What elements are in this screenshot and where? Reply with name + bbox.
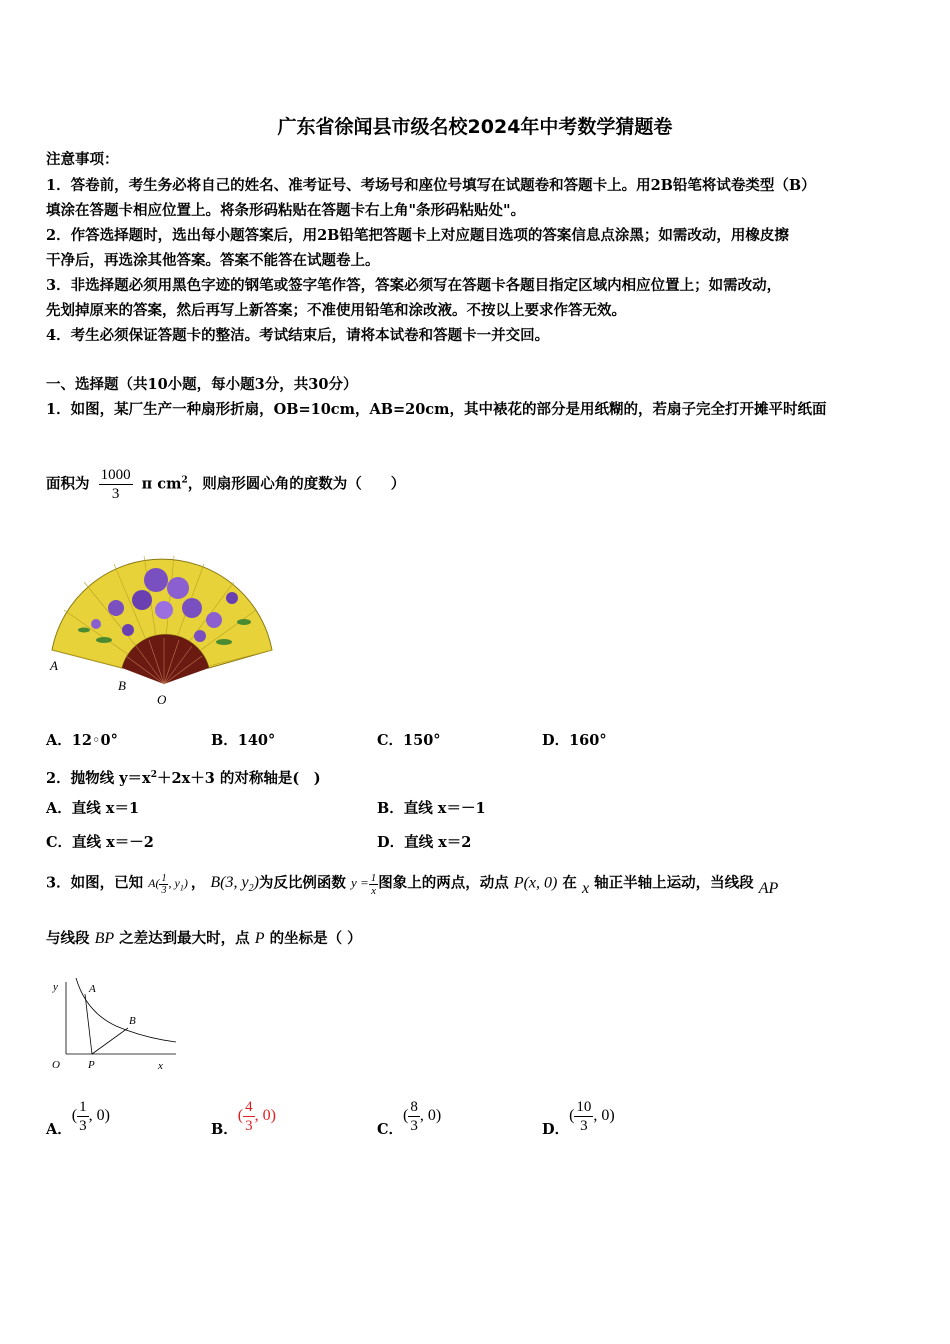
q3-line2-mid: 之差达到最大时，点 bbox=[119, 930, 250, 947]
q3-option-d-close: , 0) bbox=[593, 1107, 615, 1125]
q3-point-a-sub: 1 bbox=[179, 883, 184, 893]
q3-point-a-y: , y bbox=[168, 876, 180, 891]
q2-option-b[interactable]: B．直线 x＝－1 bbox=[377, 800, 486, 817]
q2-pre: 2．抛物线 y＝x bbox=[46, 769, 151, 787]
q3-option-d-value bbox=[569, 1099, 615, 1134]
q3-t1: 3．如图，已知 bbox=[46, 874, 144, 892]
q3-option-d-num: 10 bbox=[576, 1099, 592, 1115]
q3-point-b-sub: 2 bbox=[248, 883, 254, 895]
q3-func-num: 1 bbox=[370, 872, 377, 884]
q3-option-d-frac bbox=[574, 1098, 593, 1135]
q3-t3: 图象上的两点，动点 bbox=[378, 874, 509, 892]
notice-heading: 注意事项： bbox=[46, 151, 119, 168]
q1-option-c[interactable]: C．150° bbox=[377, 732, 441, 749]
q1-line2 bbox=[46, 466, 405, 503]
q3-func-pre: y = bbox=[350, 875, 369, 891]
q3-option-c-close: , 0) bbox=[419, 1107, 442, 1125]
page-title: 广东省徐闻县市级名校2024年中考数学猜题卷 bbox=[277, 116, 673, 138]
q3-option-b-close: , 0) bbox=[254, 1107, 276, 1125]
q3-point-b-text: B(3, y bbox=[210, 874, 249, 892]
q3-ap: AP bbox=[758, 880, 779, 898]
q3-line1 bbox=[46, 872, 778, 900]
q3-option-b-frac bbox=[243, 1098, 255, 1135]
notice-line: 3．非选择题必须用黑色字迹的钢笔或签字笔作答，答案必须写在答题卡各题目指定区域内相应位置上；如需改动， bbox=[46, 277, 782, 294]
q3-option-a-den: 3 bbox=[79, 1118, 87, 1134]
q3-point-p: P(x, 0) bbox=[513, 874, 558, 892]
q1-fraction bbox=[99, 466, 133, 503]
q1-sup: 2 bbox=[181, 475, 188, 486]
fan-figure bbox=[44, 550, 276, 710]
q3-func-den: x bbox=[371, 885, 376, 897]
notice-line: 1．答卷前，考生务必将自己的姓名、准考证号、考场号和座位号填写在试题卷和答题卡上。用2B铅笔将试卷类型（B） bbox=[46, 177, 816, 194]
q3-x-var: x bbox=[581, 880, 590, 898]
graph-label-a: A bbox=[89, 983, 96, 995]
q2-stem bbox=[46, 765, 321, 789]
q3-point-b bbox=[210, 874, 259, 895]
segment-bp bbox=[92, 1028, 128, 1054]
q3-point-a bbox=[148, 873, 191, 897]
segment-ap bbox=[85, 994, 92, 1054]
q2-sup: 2 bbox=[150, 770, 157, 780]
q3-point-a-close: ) bbox=[183, 876, 188, 891]
graph-label-x: x bbox=[158, 1060, 163, 1072]
q3-option-c-label: C． bbox=[377, 1121, 404, 1139]
q3-point-a-den: 3 bbox=[161, 885, 167, 897]
notice-line: 干净后，再选涂其他答案。答案不能答在试题卷上。 bbox=[46, 252, 380, 269]
fan-label-a: A bbox=[50, 658, 58, 673]
q3-point-a-open: A( bbox=[148, 876, 160, 891]
section-heading: 一、选择题（共10小题，每小题3分，共30分） bbox=[46, 376, 358, 393]
q3-point-a-num: 1 bbox=[161, 873, 167, 885]
notice-line: 填涂在答题卡相应位置上。将条形码粘贴在答题卡右上角"条形码粘贴处"。 bbox=[46, 202, 526, 219]
q3-function bbox=[350, 872, 378, 897]
q3-option-c-num: 8 bbox=[410, 1099, 418, 1115]
q3-line2-post: 的坐标是（ ） bbox=[269, 930, 362, 947]
graph-label-y: y bbox=[53, 981, 58, 993]
q1-frac-num: 1000 bbox=[100, 467, 131, 483]
q3-option-b-num: 4 bbox=[245, 1099, 253, 1115]
q3-p: P bbox=[254, 930, 265, 947]
q2-option-c[interactable]: C．直线 x＝－2 bbox=[46, 834, 154, 851]
q3-option-b-open: ( bbox=[237, 1107, 244, 1125]
q3-option-d-open: ( bbox=[569, 1107, 575, 1125]
q3-line2 bbox=[46, 929, 362, 949]
q1-pre: 面积为 bbox=[46, 475, 90, 493]
notice-line: 先划掉原来的答案，然后再写上新答案；不准使用铅笔和涂改液。不按以上要求作答无效。 bbox=[46, 302, 626, 319]
q3-bp: BP bbox=[94, 930, 115, 947]
q3-comma: ， bbox=[190, 874, 206, 892]
q3-option-c-frac bbox=[408, 1098, 420, 1135]
q1-line1: 1．如图，某厂生产一种扇形折扇，OB=10cm，AB=20cm，其中裱花的部分是用纸糊的，若扇子完全打开摊平时纸面 bbox=[46, 401, 827, 418]
fan-label-b: B bbox=[118, 678, 126, 693]
q1-frac-den: 3 bbox=[111, 486, 120, 502]
q1-post: π cm bbox=[141, 475, 182, 493]
q3-option-d-den: 3 bbox=[580, 1118, 588, 1134]
q3-line2-pre: 与线段 bbox=[46, 930, 90, 947]
q3-option-a-label: A． bbox=[46, 1121, 72, 1139]
q3-t5: 轴正半轴上运动，当线段 bbox=[594, 874, 754, 892]
q3-option-c[interactable] bbox=[377, 1098, 442, 1139]
q3-option-a-num: 1 bbox=[79, 1099, 87, 1115]
q3-option-a-open: ( bbox=[71, 1107, 78, 1125]
q3-option-c-value bbox=[403, 1099, 442, 1134]
q3-option-a-close: , 0) bbox=[88, 1107, 110, 1125]
q2-post: ＋2x＋3 的对称轴是( ) bbox=[156, 769, 321, 787]
q3-option-a-frac bbox=[77, 1098, 89, 1135]
q3-option-d[interactable] bbox=[542, 1098, 615, 1139]
q1-option-d[interactable]: D．160° bbox=[542, 732, 607, 749]
q1-tail: ，则扇形圆心角的度数为（ ） bbox=[187, 475, 406, 493]
q2-option-a[interactable]: A．直线 x＝1 bbox=[46, 800, 140, 817]
q3-func-frac bbox=[369, 872, 379, 897]
q3-option-a[interactable] bbox=[46, 1098, 110, 1139]
q3-option-b-den: 3 bbox=[245, 1118, 253, 1134]
q2-option-d[interactable]: D．直线 x＝2 bbox=[377, 834, 472, 851]
q3-option-b-label: B． bbox=[211, 1121, 238, 1139]
q3-t2: 为反比例函数 bbox=[258, 874, 346, 892]
q3-option-c-den: 3 bbox=[410, 1118, 418, 1134]
graph-label-b: B bbox=[129, 1015, 136, 1027]
graph-label-p: P bbox=[88, 1059, 95, 1071]
notice-line: 4．考生必须保证答题卡的整洁。考试结束后，请将本试卷和答题卡一并交回。 bbox=[46, 327, 550, 344]
q3-t4: 在 bbox=[562, 874, 577, 892]
graph-label-o: O bbox=[52, 1059, 60, 1071]
q3-point-b-close: ) bbox=[253, 874, 259, 892]
q3-option-b-value bbox=[237, 1099, 276, 1134]
q3-option-a-value bbox=[71, 1099, 110, 1134]
q1-option-b[interactable]: B．140° bbox=[211, 732, 276, 749]
q1-option-a[interactable]: A．12◦0° bbox=[46, 732, 118, 749]
q3-option-d-label: D． bbox=[542, 1121, 570, 1139]
q3-graph-figure bbox=[44, 972, 184, 1076]
notice-line: 2．作答选择题时，选出每小题答案后，用2B铅笔把答题卡上对应题目选项的答案信息点涂黑；如需改动，用橡皮擦 bbox=[46, 227, 789, 244]
q3-option-c-open: ( bbox=[403, 1107, 409, 1125]
q3-option-b[interactable] bbox=[211, 1098, 276, 1139]
fan-label-o: O bbox=[157, 692, 167, 707]
